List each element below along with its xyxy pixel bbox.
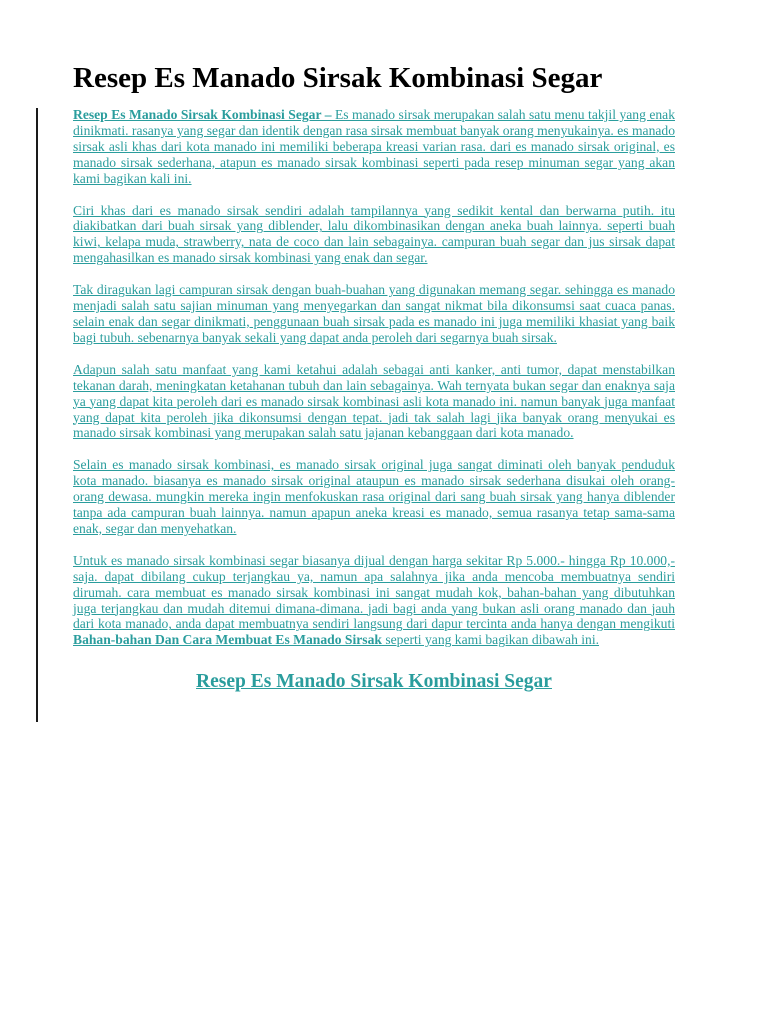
paragraph-ciri-khas[interactable] (73, 203, 675, 267)
recipe-link[interactable]: Bahan-bahan Dan Cara Membuat Es Manado Sirsak (73, 632, 382, 648)
paragraph-harga[interactable] (73, 553, 675, 648)
page-title: Resep Es Manado Sirsak Kombinasi Segar (73, 62, 603, 94)
paragraph-text: Es manado sirsak merupakan salah satu menu takjil yang enak dinikmati. rasanya yang segar dan identik dengan rasa sirsak membuat banyak orang menyukainya. es manado sirsak asli khas dari kota manado ini memiliki beberapa kreasi varian rasa. dari es manado sirsak original, es manado sirsak sederhana, atapun es manado sirsak kombinasi seperti pada resep minuman segar yang akan kami bagikan kali ini. (73, 107, 676, 186)
margin-rule (36, 108, 38, 722)
paragraph-manfaat[interactable] (73, 362, 675, 442)
paragraph-text: Tak diragukan lagi campuran sirsak dengan buah-buahan yang digunakan memang segar. sehingga es manado menjadi salah satu sajian minuman yang menyegarkan dan sangat nikmat bila dikonsumsi saat cuaca panas. selain enak dan segar dinikmati, penggunaan buah sirsak pada es manado ini juga memiliki khasiat yang baik bagi tubuh. sebenarnya banyak sekali yang dapat anda peroleh dari segarnya buah sirsak. (73, 282, 675, 345)
paragraph-text-trail: seperti yang kami bagikan dibawah ini. (381, 632, 600, 648)
paragraph-text: Untuk es manado sirsak kombinasi segar biasanya dijual dengan harga sekitar Rp 5.000.- hingga Rp 10.000,- saja. dapat dibilang cukup terjangkau ya, namun apa salahnya jika anda mencoba membuatnya sendiri dirumah. cara membuat es manado sirsak kombinasi ini sangat mudah kok, bahan-bahan yang dibutuhkan juga terjangkau dan mudah ditemui dimana-dimana. jadi bagi anda yang bukan asli orang manado dan jauh dari kota manado, anda dapat membuatnya sendiri langsung dari dapur tercinta anda hanya dengan mengikuti (73, 552, 675, 632)
section-heading-link[interactable]: Resep Es Manado Sirsak Kombinasi Segar (196, 671, 552, 693)
paragraph-text: Selain es manado sirsak kombinasi, es manado sirsak original juga sangat diminati oleh banyak penduduk kota manado. biasanya es manado sirsak original ataupun es manado sirsak sederhana disukai oleh orang-orang dewasa. mungkin mereka ingin menfokuskan rasa original dari sang buah sirsak yang hanya diblender tanpa ada campuran buah lainnya. namun apapun aneka kreasi es manado, semua rasanya tetap sama-sama enak, segar dan menyehatkan. (73, 457, 675, 536)
paragraph-text: Ciri khas dari es manado sirsak sendiri adalah tampilannya yang sedikit kental dan berwarna putih. itu diakibatkan dari buah sirsak yang diblender, lalu dikombinasikan dengan aneka buah lainnya. seperti buah kiwi, kelapa muda, strawberry, nata de coco dan lain sebagainya. campuran buah segar dan jus sirsak dapat mengahasilkan es manado sirsak kombinasi yang enak dan segar. (73, 202, 675, 266)
article-body (73, 107, 675, 694)
paragraph-campuran[interactable] (73, 282, 675, 346)
paragraph-text: Adapun salah satu manfaat yang kami ketahui adalah sebagai anti kanker, anti tumor, dapat menstabilkan tekanan darah, meningkatan ketahanan tubuh dan lain sebagainya. Wah ternyata bukan segar dan enaknya saja ya yang dapat kita peroleh dari es manado sirsak kombinasi asli kota manado ini. namun banyak juga manfaat yang dapat kita peroleh jika dikonsumsi dengan tepat. jadi tak salah lagi jika banyak orang menyukai es manado sirsak kombinasi yang merupakan salah satu jajanan kebanggaan dari kota manado. (73, 361, 675, 441)
intro-title-link[interactable]: Resep Es Manado Sirsak Kombinasi Segar – (73, 107, 332, 122)
paragraph-intro[interactable] (73, 107, 675, 187)
paragraph-original[interactable] (73, 457, 675, 537)
